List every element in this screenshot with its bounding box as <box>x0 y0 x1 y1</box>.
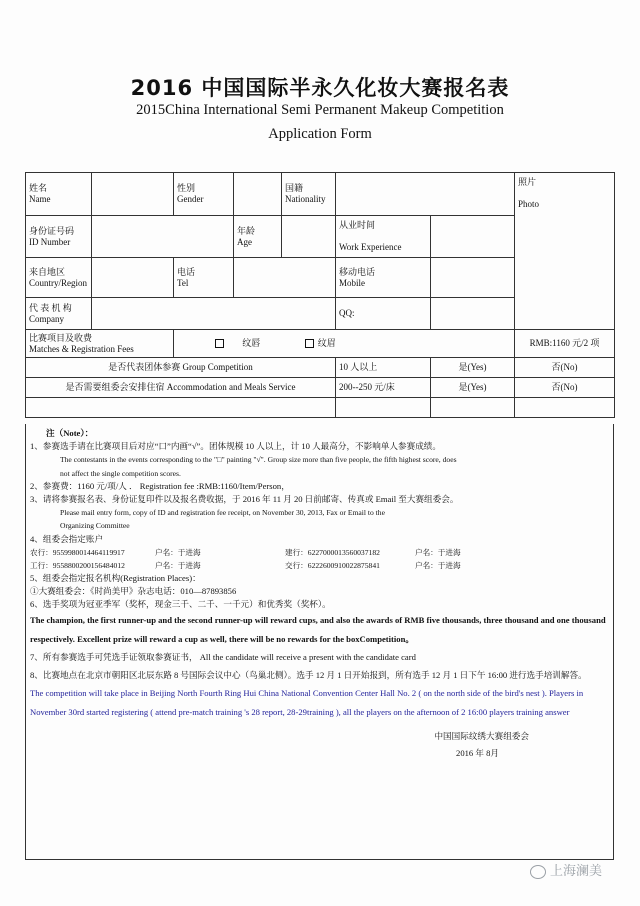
application-form-table <box>25 172 615 418</box>
mobile-label: 移动电话 Mobile <box>336 258 431 298</box>
age-label: 年龄 Age <box>234 216 282 258</box>
qq-field[interactable] <box>431 298 515 330</box>
blank-row-cell <box>431 398 515 418</box>
group-competition-label: 是否代表团体参赛 Group Competition <box>26 358 336 378</box>
matches-label: 比赛项目及收费 Matches & Registration Fees <box>26 330 174 358</box>
age-field[interactable] <box>282 216 336 258</box>
note-5: 5、组委会指定报名机构(Registration Places)： <box>30 572 201 583</box>
name-label: 姓名 Name <box>26 173 92 216</box>
form-title-en: 2015China International Semi Permanent Makeup Competition <box>136 102 504 118</box>
accommodation-no-option[interactable]: 否(No) <box>515 378 615 398</box>
tel-field[interactable] <box>234 258 336 298</box>
gender-field[interactable] <box>234 173 282 216</box>
account-number: 建行：6227000013560037182 <box>285 547 380 557</box>
region-field[interactable] <box>92 258 174 298</box>
account-holder: 户名：于进海 <box>415 547 461 557</box>
tel-label: 电话 Tel <box>174 258 234 298</box>
notes-section <box>25 424 614 860</box>
matches-options <box>174 330 515 358</box>
id-field[interactable] <box>92 216 234 258</box>
blank-row-cell <box>26 398 336 418</box>
organizer-name: 中国国际纹绣大赛组委会 <box>434 730 529 741</box>
note-8-en: The competition will take place in Beijing North Fourth Ring Hui China National Convention Center Hall No. 2 ( on the north side of the bird's nest ). Players in November 30rd started registering ( attend pre-match training 's 28 report, 28-29training ), all the players on the afternoon of 2 16:00 players training answer <box>30 687 584 717</box>
brow-label: 纹眉 <box>317 338 336 348</box>
nationality-field[interactable] <box>336 173 515 216</box>
account-holder: 户名：于进海 <box>415 560 461 570</box>
watermark <box>530 860 602 879</box>
name-field[interactable] <box>92 173 174 216</box>
note-3-en-a: Please mail entry form, copy of ID and registration fee receipt, on November 30, 2013, Fax or Email to the <box>60 508 385 518</box>
watermark-text: 上海澜美 <box>550 864 603 879</box>
region-label: 来自地区 Country/Region <box>26 258 92 298</box>
accommodation-label: 是否需要组委会安排住宿 Accommodation and Meals Service <box>26 378 336 398</box>
blank-row-cell <box>336 398 431 418</box>
form-title-cn: 2016 中国国际半永久化妆大赛报名表 <box>130 76 510 100</box>
form-date: 2016 年 8月 <box>456 747 499 758</box>
account-number: 交行：6222600910022875841 <box>285 560 380 570</box>
note-4: 4、组委会指定账户 <box>30 533 104 544</box>
blank-row-cell <box>515 398 615 418</box>
group-size: 10 人以上 <box>336 358 431 378</box>
form-subtitle-en: Application Form <box>268 126 372 142</box>
note-6-en: The champion, the first runner-up and the second runner-up will reward cups, and also the awards of RMB five thousands, three thousand and one thousand respectively. Excellent prize will reward a cup as well, there will be no rewards for the boxCompetition。 <box>30 615 606 645</box>
wechat-icon <box>530 865 546 879</box>
fee-amount: RMB:1160 元/2 项 <box>515 330 615 358</box>
gender-label: 性别 Gender <box>174 173 234 216</box>
note-7: 7、所有参赛选手可凭选手证领取参赛证书， All the candidate will receive a present with the candidate card <box>30 652 416 663</box>
company-field[interactable] <box>92 298 336 330</box>
qq-label: QQ: <box>336 298 431 330</box>
accommodation-price: 200--250 元/床 <box>336 378 431 398</box>
accommodation-yes-option[interactable]: 是(Yes) <box>431 378 515 398</box>
account-row <box>30 546 609 559</box>
account-holder: 户名：于进海 <box>155 560 201 570</box>
id-label: 身份证号码 ID Number <box>26 216 92 258</box>
note-5-a: ①大赛组委会：《时尚美甲》杂志电话：010—87893856 <box>30 586 237 597</box>
work-field[interactable] <box>431 216 515 258</box>
note-1-en-b: not affect the single competition scores. <box>60 468 181 478</box>
work-label: 从业时间 Work Experience <box>336 216 431 258</box>
note-6-cn: 6、选手奖项为冠亚季军（奖杯，现金三千、二千、一千元）和优秀奖（奖杯）。 <box>30 599 331 610</box>
note-2: 2、参赛费：1160 元/项/人 ． Registration fee :RMB:1160/Item/Person， <box>30 480 290 491</box>
group-no-option[interactable]: 否(No) <box>515 358 615 378</box>
note-1-en-a: The contestants in the events corresponding to the "□" painting "√". Group size more than five people, the fifth highest score, does <box>60 455 457 465</box>
account-row <box>30 559 609 572</box>
notes-heading: 注（Note）： <box>46 428 94 438</box>
note-8-cn: 8、比赛地点在北京市朝阳区北辰东路 8 号国际会议中心（鸟巢北侧）。选手 12 月 1 日开始报到，所有选手 12 月 1 日下午 16:00 进行选手培训解答。 <box>30 669 587 680</box>
brow-checkbox[interactable] <box>305 339 314 348</box>
lip-checkbox[interactable] <box>215 339 224 348</box>
lip-label: 纹唇 <box>242 338 261 348</box>
account-number: 农行：9559980014464119917 <box>30 547 125 557</box>
account-number: 工行：9558800200156484012 <box>30 560 125 570</box>
photo-box[interactable]: 照片 Photo <box>515 173 615 330</box>
note-1-cn: 1、参赛选手请在比赛项目后对应“口”内画“√”。团体规模 10 人以上，计 10 人最高分，不影响单人参赛成绩。 <box>30 441 441 452</box>
note-3-cn: 3、请将参赛报名表、身份证复印件以及报名费收据，于 2016 年 11 月 20 日前邮寄、传真或 Email 至大赛组委会。 <box>30 494 459 505</box>
company-label: 代 表 机 构 Company <box>26 298 92 330</box>
note-3-en-b: Organizing Committee <box>60 521 130 531</box>
mobile-field[interactable] <box>431 258 515 298</box>
account-holder: 户名：于进海 <box>155 547 201 557</box>
group-yes-option[interactable]: 是(Yes) <box>431 358 515 378</box>
nationality-label: 国籍 Nationality <box>282 173 336 216</box>
